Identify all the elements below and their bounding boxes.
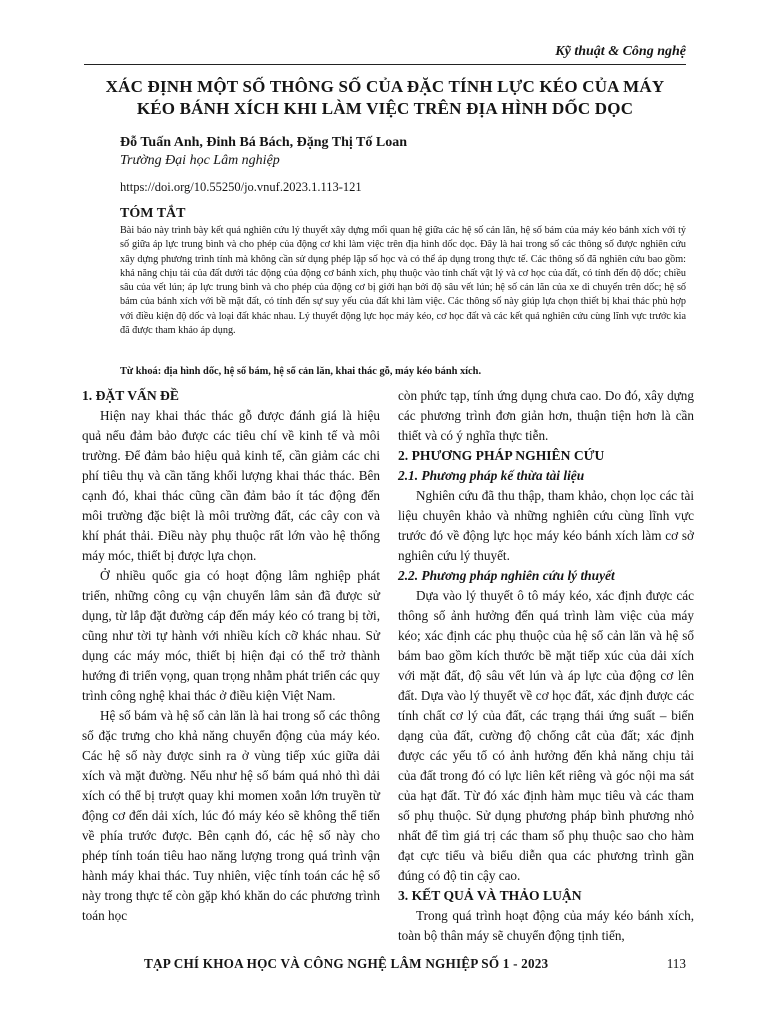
section-2-heading: 2. PHƯƠNG PHÁP NGHIÊN CỨU — [398, 448, 605, 463]
subsection-2-1-heading: 2.1. Phương pháp kế thừa tài liệu — [398, 468, 585, 483]
right-column — [398, 386, 694, 946]
section-3-heading: 3. KẾT QUẢ VÀ THẢO LUẬN — [398, 888, 582, 903]
abstract-text: Bài báo này trình bày kết quả nghiên cứu lý thuyết xây dựng mối quan hệ giữa các hệ số cản lăn, hệ số bám của máy kéo bánh xích với tỷ số giữa áp lực trung bình và cho phép của động cơ khi làm việc trên địa hình dốc dọc. Đây là hai trong số các thông số được nghiên cứu xây dựng phương trình tính mà không cần sử dụng phép lặp số học và có thể áp dụng trong thực tế. Các thông số đã nghiên cứu bao gồm: khả năng chịu tải của đất dưới tác động của động cơ bánh xích, phụ thuộc vào tính chất vật lý và cơ học của đất, có tính đến độ dốc; chiều sâu của vết lún; áp lực trung bình và cho phép của động cơ bị giới hạn bởi độ sâu vết lún; hệ số cản lăn của xe di chuyển trên dốc; hệ số bám của bánh xích với bề mặt đất, có tính đến sự suy yếu của đất khi làm việc. Các thông số này giúp lựa chọn thiết bị khai thác phù hợp với điều kiện độ dốc và loại đất khác nhau. Lý thuyết động lực học máy kéo, cơ học đất và các kết quả nghiên cứu cùng lĩnh vực trước kia đã được tham khảo áp dụng. — [120, 225, 686, 337]
journal-footer: TẠP CHÍ KHOA HỌC VÀ CÔNG NGHỆ LÂM NGHIỆP SỐ 1 - 2023 — [144, 956, 549, 971]
keywords-list: địa hình dốc, hệ số bám, hệ số cản lăn, khai thác gỗ, máy kéo bánh xích. — [163, 366, 482, 377]
section-1-continuation: còn phức tạp, tính ứng dụng chưa cao. Do đó, xây dựng các phương trình đơn giản hơn, thuận tiện hơn là cần thiết và có ý nghĩa thực tiễn. — [398, 388, 694, 443]
title-line-2: KÉO BÁNH XÍCH KHI LÀM VIỆC TRÊN ĐỊA HÌNH DỐC DỌC — [136, 99, 634, 118]
section-1-paragraph-1: Hiện nay khai thác thác gỗ được đánh giá là hiệu quả nếu đảm bảo được các tiêu chí về kinh tế và môi trường. Để đảm bảo hiệu quả kinh tế, cần giảm các chi phí tiêu thụ và cần tăng khối lượng khai thác thác. Bên cạnh đó, khai thác cũng cần đảm bảo ít tác động đến môi trường đặc biệt là môi trường đất, các cây con và khí phát thải. Điều này phụ thuộc rất lớn vào hệ thống máy móc, thiết bị được lựa chọn. — [82, 408, 380, 563]
section-1-heading: 1. ĐẶT VẤN ĐỀ — [82, 388, 179, 403]
subsection-2-1-paragraph: Nghiên cứu đã thu thập, tham khảo, chọn lọc các tài liệu chuyên khảo và những nghiên cứu cùng lĩnh vực trước đó về động lực học máy kéo bánh xích làm cơ sở nghiên cứu lý thuyết. — [398, 488, 694, 563]
authors: Đỗ Tuấn Anh, Đinh Bá Bách, Đặng Thị Tố Loan — [120, 135, 408, 150]
section-3-paragraph: Trong quá trình hoạt động của máy kéo bánh xích, toàn bộ thân máy sẽ chuyển động tịnh tiến, — [398, 908, 694, 943]
section-1-paragraph-3: Hệ số bám và hệ số cản lăn là hai trong số các thông số đặc trưng cho khả năng chuyển động của máy kéo. Các hệ số này được sinh ra ở vùng tiếp xúc giữa dải xích và mặt đường. Nếu như hệ số bám quá nhỏ thì dải xích có thể bị trượt quay khi momen xoắn lớn truyền từ động cơ đến dải xích, lúc đó máy kéo sẽ không thể tiến về phía trước được. Bên cạnh đó, các hệ số này cho phép tính toán tiêu hao năng lượng trong quá trình vận hành máy khai thác. Tuy nhiên, việc tính toán các hệ số này trong thực tế còn gặp khó khăn do các phương trình toán học — [82, 708, 380, 923]
subsection-2-2-paragraph: Dựa vào lý thuyết ô tô máy kéo, xác định được các thông số ảnh hưởng đến quá trình làm việc của máy kéo; xác định các phụ thuộc của hệ số cản lăn và hệ số bám bao gồm kích thước bề mặt tiếp xúc của dải xích với mặt đất, độ sâu vết lún và áp lực của động cơ lên đất. Dựa vào lý thuyết về cơ học đất, xác định được các tính chất cơ lý của đất, các trạng thái ứng suất – biến dạng của đất, cường độ chống cắt của đất; xác định được các yếu tố có ảnh hưởng đến khả năng chịu tải của đất trong đó có lực liên kết riêng và góc nội ma sát của hạt đất. Từ đó xác định hàm mục tiêu và các tham số phụ thuộc. Sử dụng phương pháp bình phương nhỏ nhất để tìm giá trị các tham số phụ thuộc sao cho hàm đạt cực tiểu và biểu diễn qua các phương trình gần đúng có độ tin cậy cao. — [398, 588, 694, 883]
keywords-label: Từ khoá: — [120, 366, 162, 377]
header-divider — [84, 64, 686, 65]
keywords — [120, 365, 686, 379]
subsection-2-2-heading: 2.2. Phương pháp nghiên cứu lý thuyết — [398, 568, 615, 583]
left-column — [82, 386, 380, 926]
doi-link[interactable]: https://doi.org/10.55250/jo.vnuf.2023.1.113-121 — [120, 180, 362, 194]
affiliation: Trường Đại học Lâm nghiệp — [120, 153, 280, 168]
section-label: Kỹ thuật & Công nghệ — [555, 44, 686, 59]
section-1-paragraph-2: Ở nhiều quốc gia có hoạt động lâm nghiệp phát triển, những công cụ vận chuyển lâm sản đã được sử dụng, từ lắp đặt đường cáp đến máy kéo có trang bị tời, cũng như tời tự hành với nhiều kích cỡ khác nhau. Sử dụng các máy móc, thiết bị hiện đại có thể trở thành hướng đi triển vọng, quan trọng nhằm phát triển các quy trình công nghệ khai thác ở điều kiện Việt Nam. — [82, 568, 380, 703]
article-title — [84, 76, 686, 120]
title-line-1: XÁC ĐỊNH MỘT SỐ THÔNG SỐ CỦA ĐẶC TÍNH LỰC KÉO CỦA MÁY — [105, 77, 665, 96]
page-number: 113 — [666, 956, 686, 971]
abstract-heading: TÓM TẮT — [120, 206, 186, 221]
